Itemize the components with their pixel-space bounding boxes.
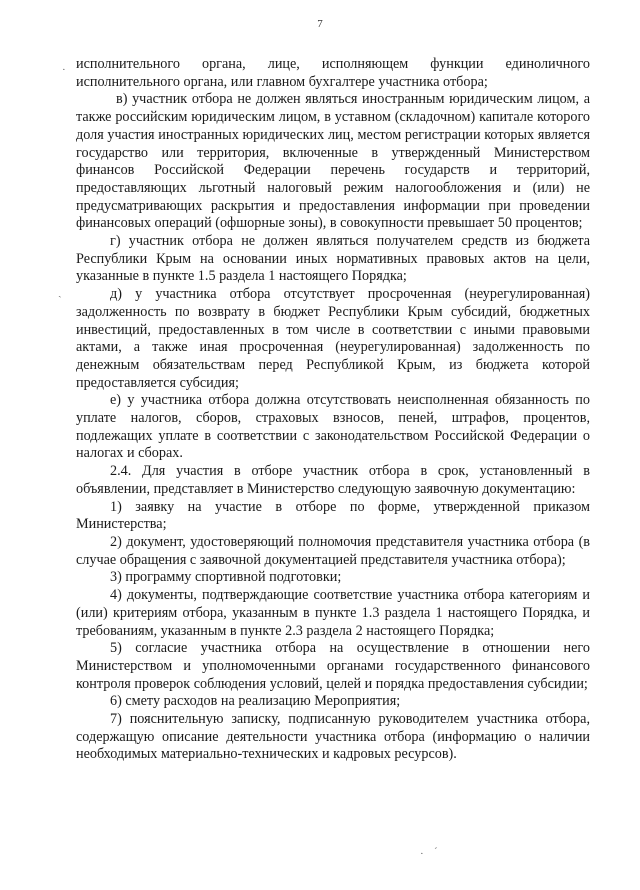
scan-speck: ·	[420, 848, 424, 860]
paragraph-list-5: 5) согласие участника отбора на осуществление в отношении него Министерством и уполномоченными органами государственного финансового контроля проверок соблюдения условий, целей и порядка предоставления субсидии;	[76, 640, 590, 692]
paragraph-list-3: 3) программу спортивной подготовки;	[110, 569, 342, 586]
paragraph-item-v: в) участник отбора не должен являться иностранным юридическим лицом, а также российским юридическим лицом, в уставном (складочном) капитале которого доля участия иностранных юридических лиц, местом регистрации которых является государство или территория, включенные в утвержденный Министерством финансов Российской Федерации перечень государств и территорий, предоставляющих льготный налоговый режим налогообложения и (или) не предусматривающих раскрытия и предоставления информации при проведении финансовых операций (офшорные зоны), в совокупности превышает 50 процентов;	[76, 91, 590, 232]
document-body	[76, 56, 590, 764]
scan-speck: ·	[62, 64, 66, 76]
paragraph-item-d: д) у участника отбора отсутствует просроченная (неурегулированная) задолженность по возврату в бюджет Республики Крым субсидий, бюджетных инвестиций, предоставленных в том числе в соответствии с иными правовыми актами, а также иная просроченная (неурегулированная) задолженность по денежным обязательствам перед Республикой Крым, из бюджета которой предоставляется субсидия;	[76, 286, 590, 391]
page-number: 7	[317, 18, 323, 30]
paragraph-list-4: 4) документы, подтверждающие соответствие участника отбора категориям и (или) критериям отбора, указанным в пункте 1.3 раздела 1 настоящего Порядка, и требованиям, указанным в пункте 2.3 раздела 2 настоящего Порядка;	[76, 587, 590, 639]
scan-speck: ˊ	[434, 846, 438, 858]
paragraph-list-6: 6) смету расходов на реализацию Мероприятия;	[110, 693, 401, 710]
paragraph-list-7: 7) пояснительную записку, подписанную руководителем участника отбора, содержащую описание деятельности участника отбора (информацию о наличии необходимых материально-технических и кадровых ресурсов).	[76, 711, 590, 763]
paragraph-list-2: 2) документ, удостоверяющий полномочия представителя участника отбора (в случае обращения с заявочной документацией представителя участника отбора);	[76, 533, 590, 568]
paragraph-2-4: 2.4. Для участия в отборе участник отбора в срок, установленный в объявлении, представляет в Министерство следующую заявочную документацию:	[76, 463, 590, 497]
paragraph-item-e: е) у участника отбора должна отсутствовать неисполненная обязанность по уплате налогов, сборов, страховых взносов, пеней, штрафов, процентов, подлежащих уплате в соответствии с законодательством Российской Федерации о налогах и сборах.	[76, 392, 590, 462]
paragraph-item-g: г) участник отбора не должен являться получателем средств из бюджета Республики Крым на основании иных нормативных правовых актов на цели, указанные в пункте 1.5 раздела 1 настоящего Порядка;	[76, 233, 590, 285]
paragraph-continuation: исполнительного органа, лице, исполняющем функции единоличного исполнительного органа, или главном бухгалтере участника отбора;	[76, 56, 590, 90]
scan-speck: ˎ	[58, 286, 62, 298]
paragraph-list-1: 1) заявку на участие в отборе по форме, утвержденной приказом Министерства;	[76, 498, 590, 533]
